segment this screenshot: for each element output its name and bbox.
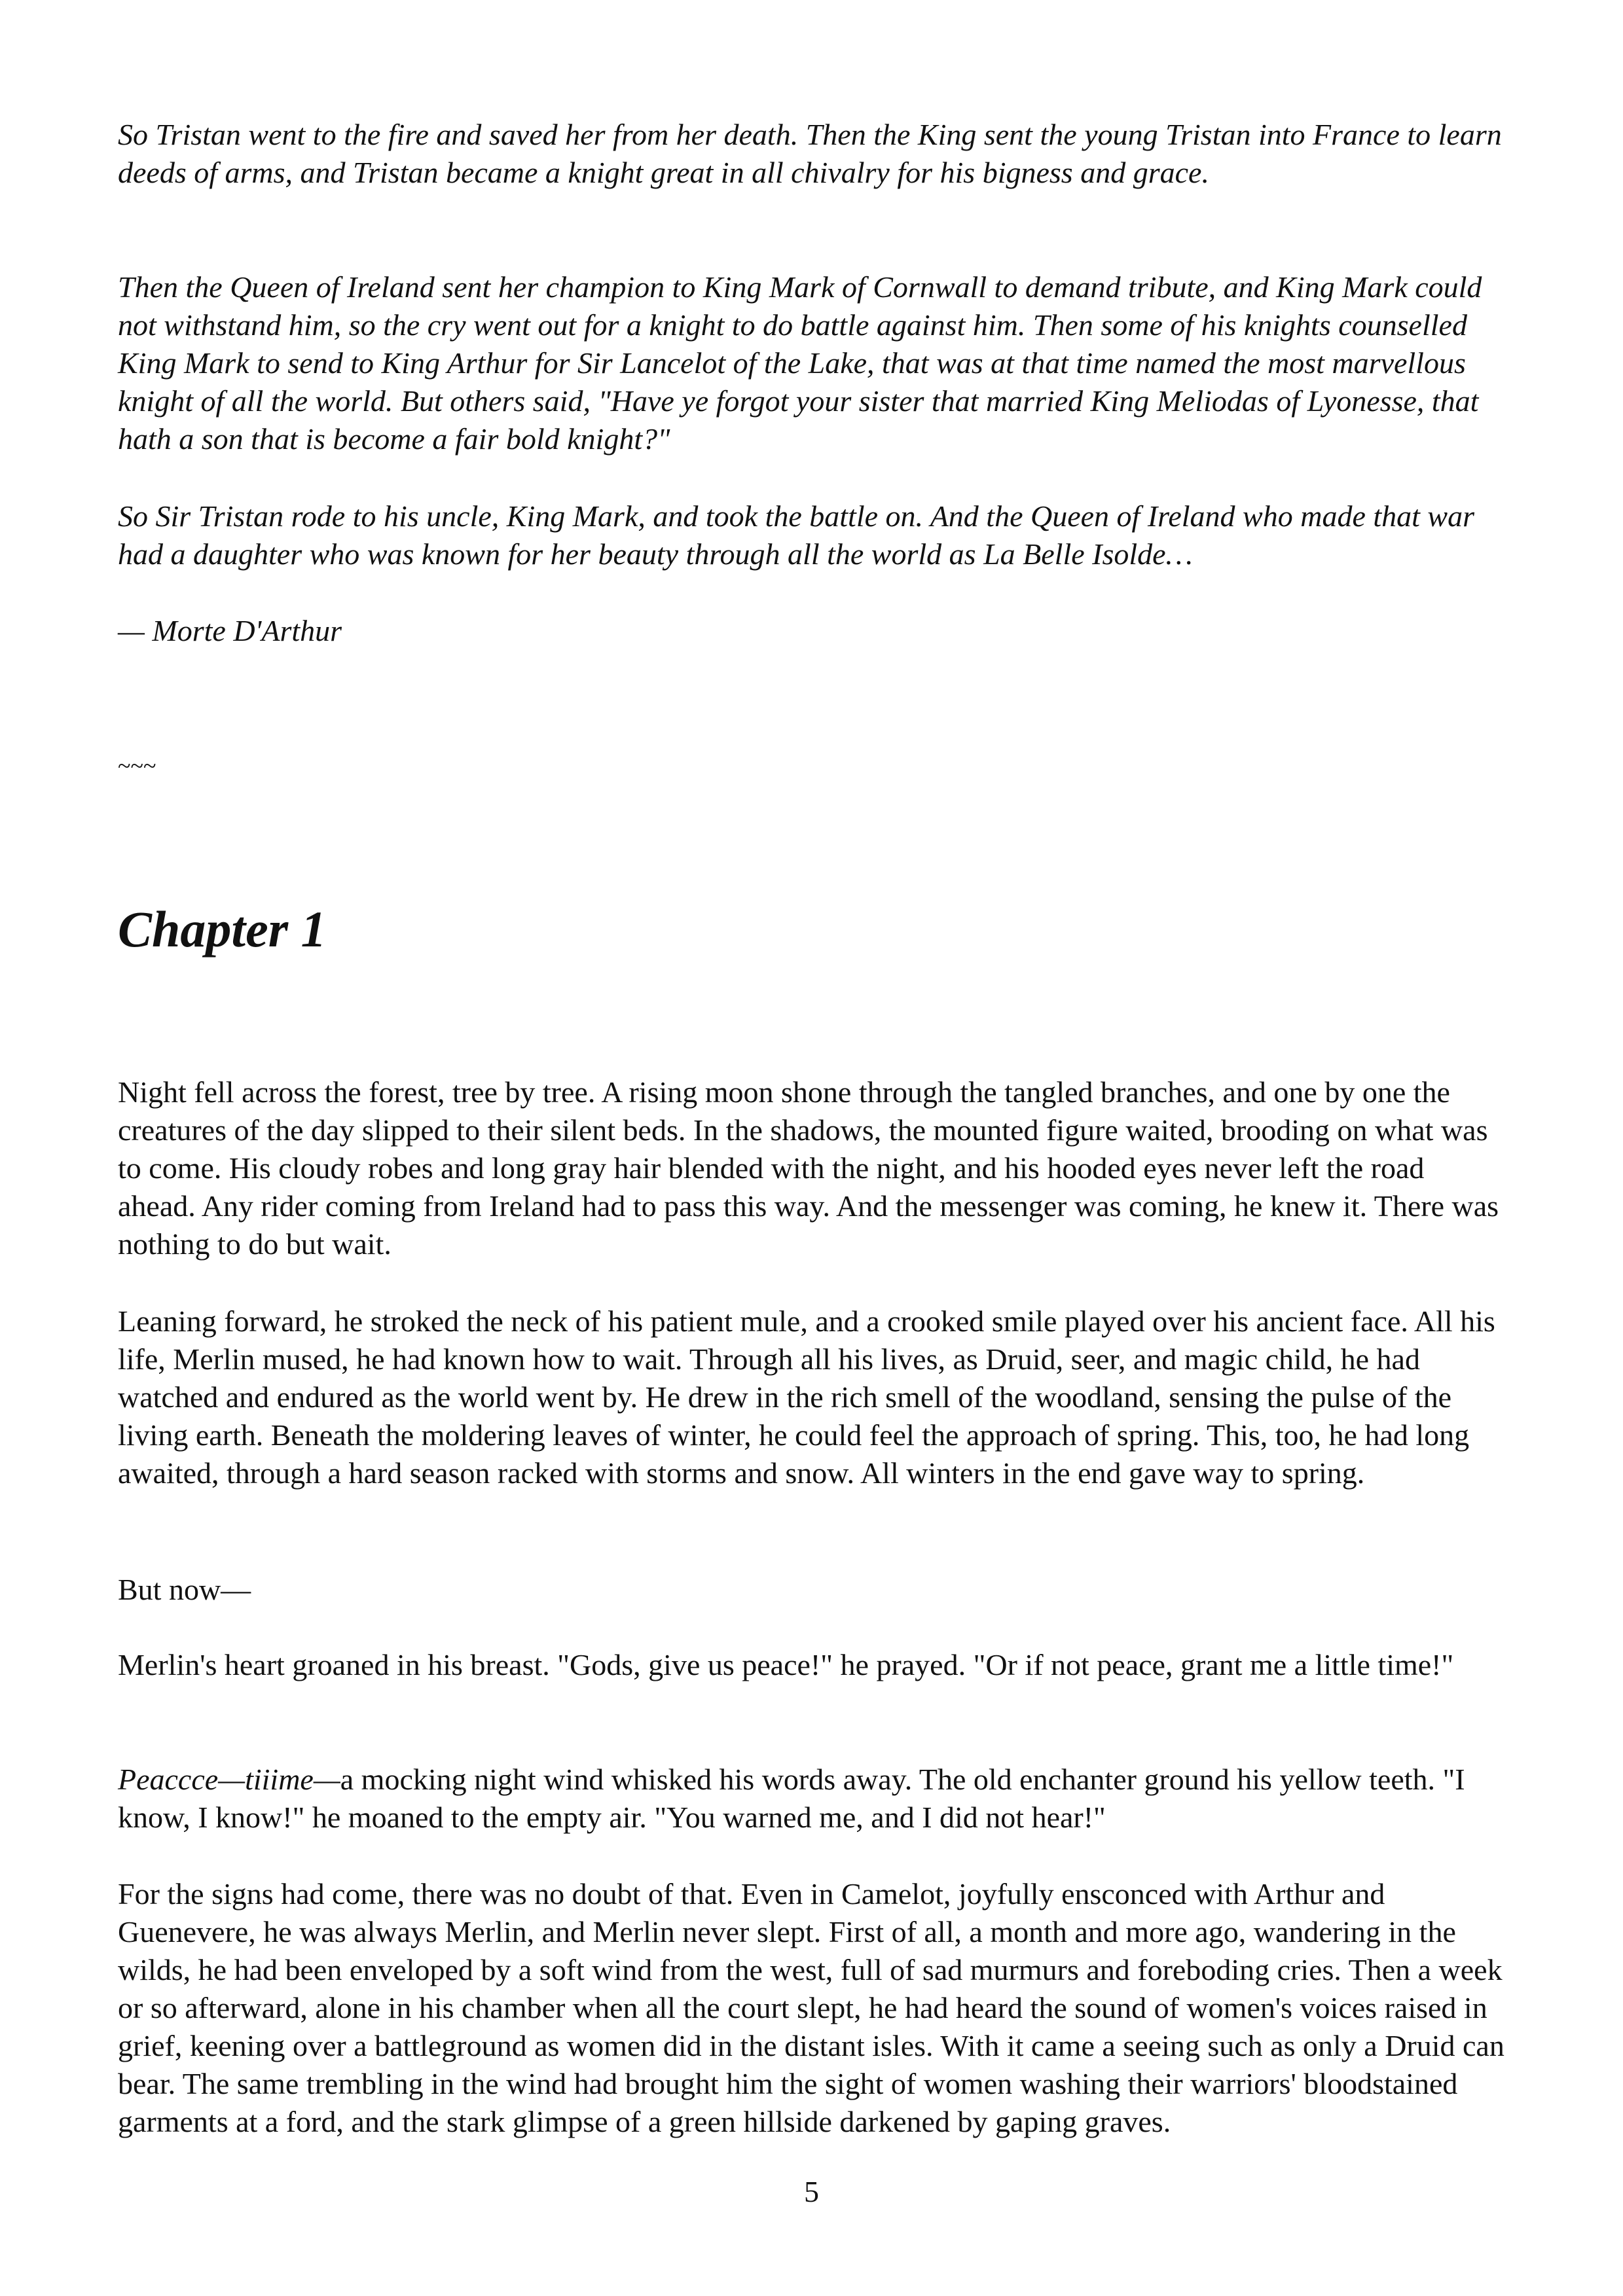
chapter-paragraph-2: Leaning forward, he stroked the neck of his patient mule, and a crooked smile played over his ancient face. All his life, Merlin mused, he had known how to wait. Through all his lives, as Druid, seer, and magic child, he had watched and endured as the world went by. He drew in the rich smell of the woodland, sensing the pulse of the living earth. Beneath the moldering leaves of winter, he could feel the approach of spring. This, too, he had long awaited, through a hard season racked with storms and snow. All winters in the end gave way to spring. (118, 1304, 1495, 1490)
epigraph-paragraph-1: So Tristan went to the fire and saved her from her death. Then the King sent the young Tristan into France to learn deeds of arms, and Tristan became a knight great in all chivalry for his bigness and grace. (118, 118, 1502, 189)
chapter-paragraph-3: But now— (118, 1573, 251, 1606)
chapter-paragraph-1: Night fell across the forest, tree by tree. A rising moon shone through the tangled branches, and one by one the creatures of the day slipped to their silent beds. In the shadows, the mounted figure waited, brooding on what was to come. His cloudy robes and long gray hair blended with the night, and his hooded eyes never left the road ahead. Any rider coming from Ireland had to pass this way. And the messenger was coming, he knew it. There was nothing to do but wait. (118, 1075, 1499, 1261)
paragraph-5-rest: a mocking night wind whisked his words away. The old enchanter ground his yellow teeth. "I know, I know!" he moaned to the empty air. "You warned me, and I did not hear!" (118, 1763, 1465, 1834)
chapter-paragraph-6: For the signs had come, there was no doubt of that. Even in Camelot, joyfully ensconced with Arthur and Guenevere, he was always Merlin, and Merlin never slept. First of all, a month and more ago, wandering in the wilds, he had been enveloped by a soft wind from the west, full of sad murmurs and foreboding cries. Then a week or so afterward, alone in his chamber when all the court slept, he had heard the sound of women's voices raised in grief, keening over a battleground as women did in the distant isles. With it came a seeing such as only a Druid can bear. The same trembling in the wind had brought him the sight of women washing their warriors' bloodstained garments at a ford, and the stark glimpse of a green hillside darkened by gaping graves. (118, 1877, 1504, 2138)
epigraph-attribution: — Morte D'Arthur (118, 614, 342, 647)
page-number: 5 (804, 2175, 819, 2208)
chapter-title: Chapter 1 (118, 901, 327, 958)
section-separator: ~~~ (118, 753, 156, 779)
epigraph-paragraph-3: So Sir Tristan rode to his uncle, King Mark, and took the battle on. And the Queen of Ireland who made that war had a daughter who was known for her beauty through all the world as La Belle Isolde… (118, 499, 1474, 571)
chapter-paragraph-5 (118, 1761, 1506, 1837)
whisper-text: Peaccce—tiiime— (118, 1763, 340, 1796)
chapter-paragraph-4: Merlin's heart groaned in his breast. "Gods, give us peace!" he prayed. "Or if not peace, grant me a little time!" (118, 1648, 1454, 1681)
epigraph-paragraph-2: Then the Queen of Ireland sent her champion to King Mark of Cornwall to demand tribute, and King Mark could not withstand him, so the cry went out for a knight to do battle against him. Then some of his knights counselled King Mark to send to King Arthur for Sir Lancelot of the Lake, that was at that time named the most marvellous knight of all the world. But others said, "Have ye forgot your sister that married King Meliodas of Lyonesse, that hath a son that is become a fair bold knight?" (118, 270, 1482, 456)
